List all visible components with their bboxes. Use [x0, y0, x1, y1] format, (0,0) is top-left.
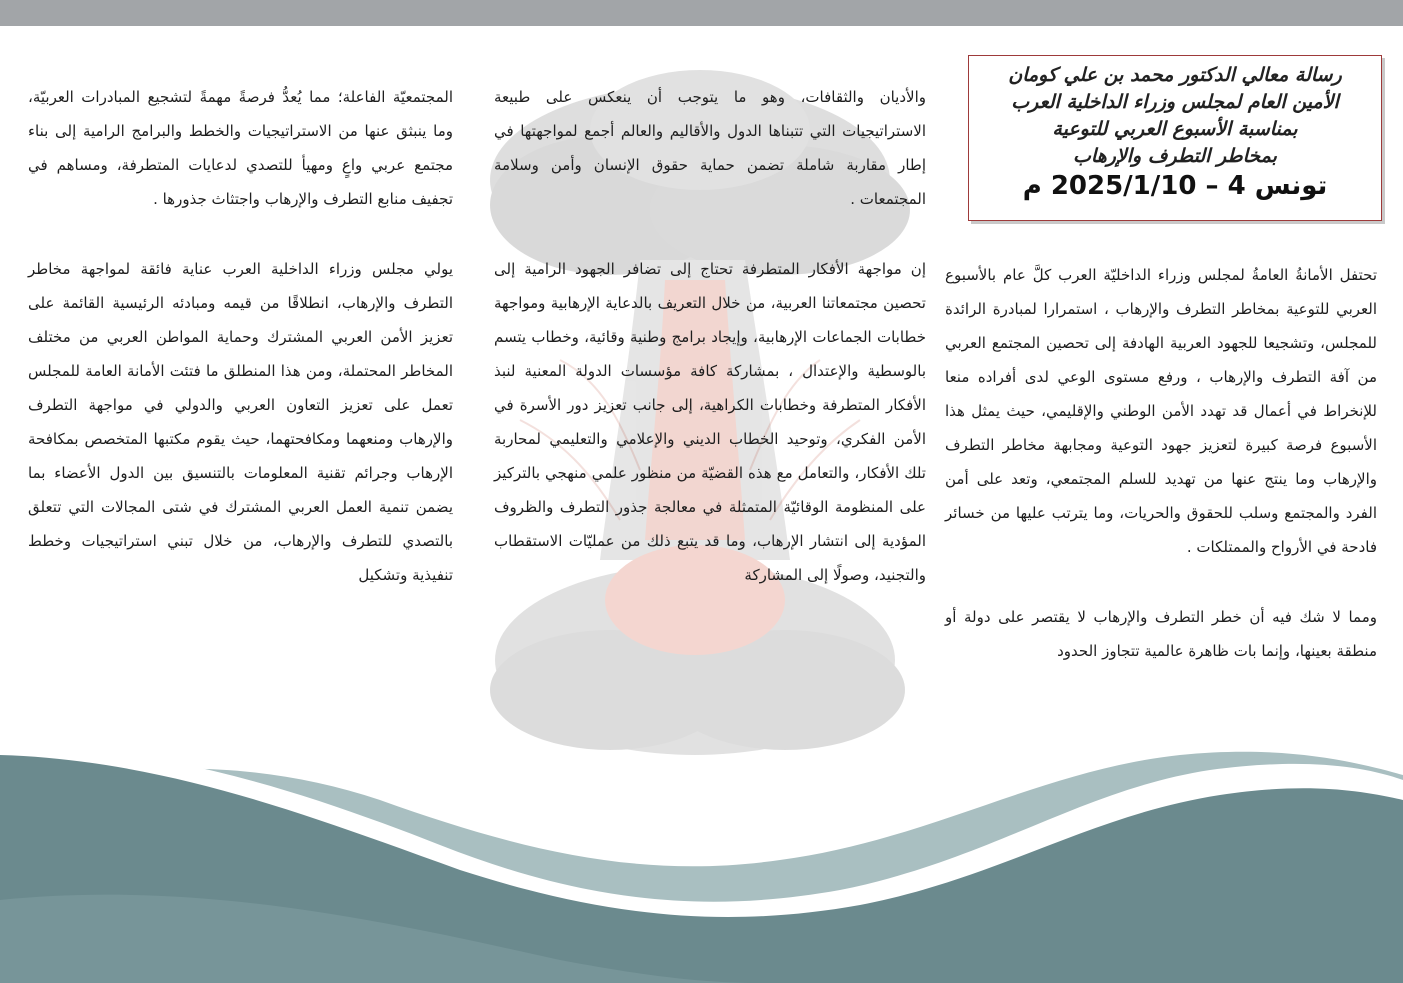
- right-paragraph-1: تحتفل الأمانةُ العامةُ لمجلس وزراء الداخليّة العرب كلَّ عام بالأسبوع العربي للتوعية بمخاطر التطرف والإرهاب ، استمرارا لمبادرة الرائدة للمجلس، وتشجيعا للجهود العربية الهادفة إلى تحصين المجتمع العربي من آفة التطرف والإرهاب ، ورفع مستوى الوعي لدى أفراده منعا للإنخراط في أعمال قد تهدد الأمن الوطني والإقليمي، حيث يمثل هذا الأسبوع فرصة كبيرة لتعزيز جهود التوعية ومجابهة مخاطر التطرف والإرهاب وما ينتج عنها من تهديد للسلم المجتمعي، وتعد على أمن الفرد والمجتمع وسلب للحقوق والحريات، وما يترتب عليها من خسائر فادحة في الأرواح والممتلكات .: [945, 266, 1377, 556]
- title-line-1: رسالة معالي الدكتور محمد بن علي كومان: [1008, 64, 1342, 86]
- title-line-4: بمخاطر التطرف والإرهاب: [1073, 145, 1277, 167]
- title-date: تونس 4 – 2025/1/10 م: [1022, 171, 1328, 201]
- middle-paragraph-1: والأديان والثقافات، وهو ما يتوجب أن ينعكس على طبيعة الاستراتيجيات التي تتبناها الدول والأقاليم والعالم أجمع لمواجهتها في إطار مقاربة شاملة تضمن حماية حقوق الإنسان وأمن وسلامة المجتمعات .: [494, 88, 926, 208]
- title-box: [968, 55, 1382, 221]
- left-paragraph-2: يولي مجلس وزراء الداخلية العرب عناية فائقة لمواجهة مخاطر التطرف والإرهاب، انطلاقًا من قيمه ومبادئه الرئيسية القائمة على تعزيز الأمن العربي المشترك وحماية المواطن العربي من مختلف المخاطر المحتملة، ومن هذا المنطلق ما فتئت الأمانة العامة للمجلس تعمل على تعزيز التعاون العربي والدولي في مواجهة التطرف والإرهاب ومنعهما ومكافحتهما، حيث يقوم مكتبها المتخصص بمكافحة الإرهاب وجرائم تقنية المعلومات بالتنسيق بين الدول الأعضاء بما يضمن تنمية العمل العربي المشترك في شتى المجالات التي تتعلق بالتصدي للتطرف والإرهاب، من خلال تبني استراتيجيات وخطط تنفيذية وتشكيل: [28, 260, 453, 584]
- title-line-2: الأمين العام لمجلس وزراء الداخلية العرب: [1011, 91, 1339, 113]
- left-column: [28, 80, 453, 592]
- left-paragraph-1: المجتمعيّة الفاعلة؛ مما يُعدُّ فرصةً مهمةً لتشجيع المبادرات العربيّة، وما ينبثق عنها من الاستراتيجيات والخطط والبرامج الرامية إلى بناء مجتمع عربي واعٍ ومهيأ للتصدي لدعايات المتطرفة، ومساهم في تجفيف منابع التطرف والإرهاب واجتثاث جذورها .: [28, 88, 453, 208]
- title-line-3: بمناسبة الأسبوع العربي للتوعية: [1052, 118, 1298, 140]
- right-column: [945, 258, 1377, 668]
- middle-paragraph-2: إن مواجهة الأفكار المتطرفة تحتاج إلى تضافر الجهود الرامية إلى تحصين مجتمعاتنا العربية، من خلال التعريف بالدعاية الإرهابية ومواجهة خطابات الجماعات الإرهابية، وإيجاد برامج وطنية وقائية، وخطاب يتسم بالوسطية والإعتدال ، بمشاركة كافة مؤسسات الدولة المعنية لنبذ الأفكار المتطرفة وخطابات الكراهية، إلى جانب تعزيز دور الأسرة في الأمن الفكري، وتوحيد الخطاب الديني والإعلامي والتعليمي لمحاربة تلك الأفكار، والتعامل مع هذه القضيّة من منظور علمي منهجي بالتركيز على المنظومة الوقائيّة المتمثلة في معالجة جذور التطرف والظروف المؤدية إلى انتشار الإرهاب، وما قد يتبع ذلك من عمليّات الاستقطاب والتجنيد، وصولًا إلى المشاركة: [494, 260, 926, 584]
- middle-column: [494, 80, 926, 592]
- right-paragraph-2: ومما لا شك فيه أن خطر التطرف والإرهاب لا يقتصر على دولة أو منطقة بعينها، وإنما بات ظاهرة عالمية تتجاوز الحدود: [945, 608, 1377, 660]
